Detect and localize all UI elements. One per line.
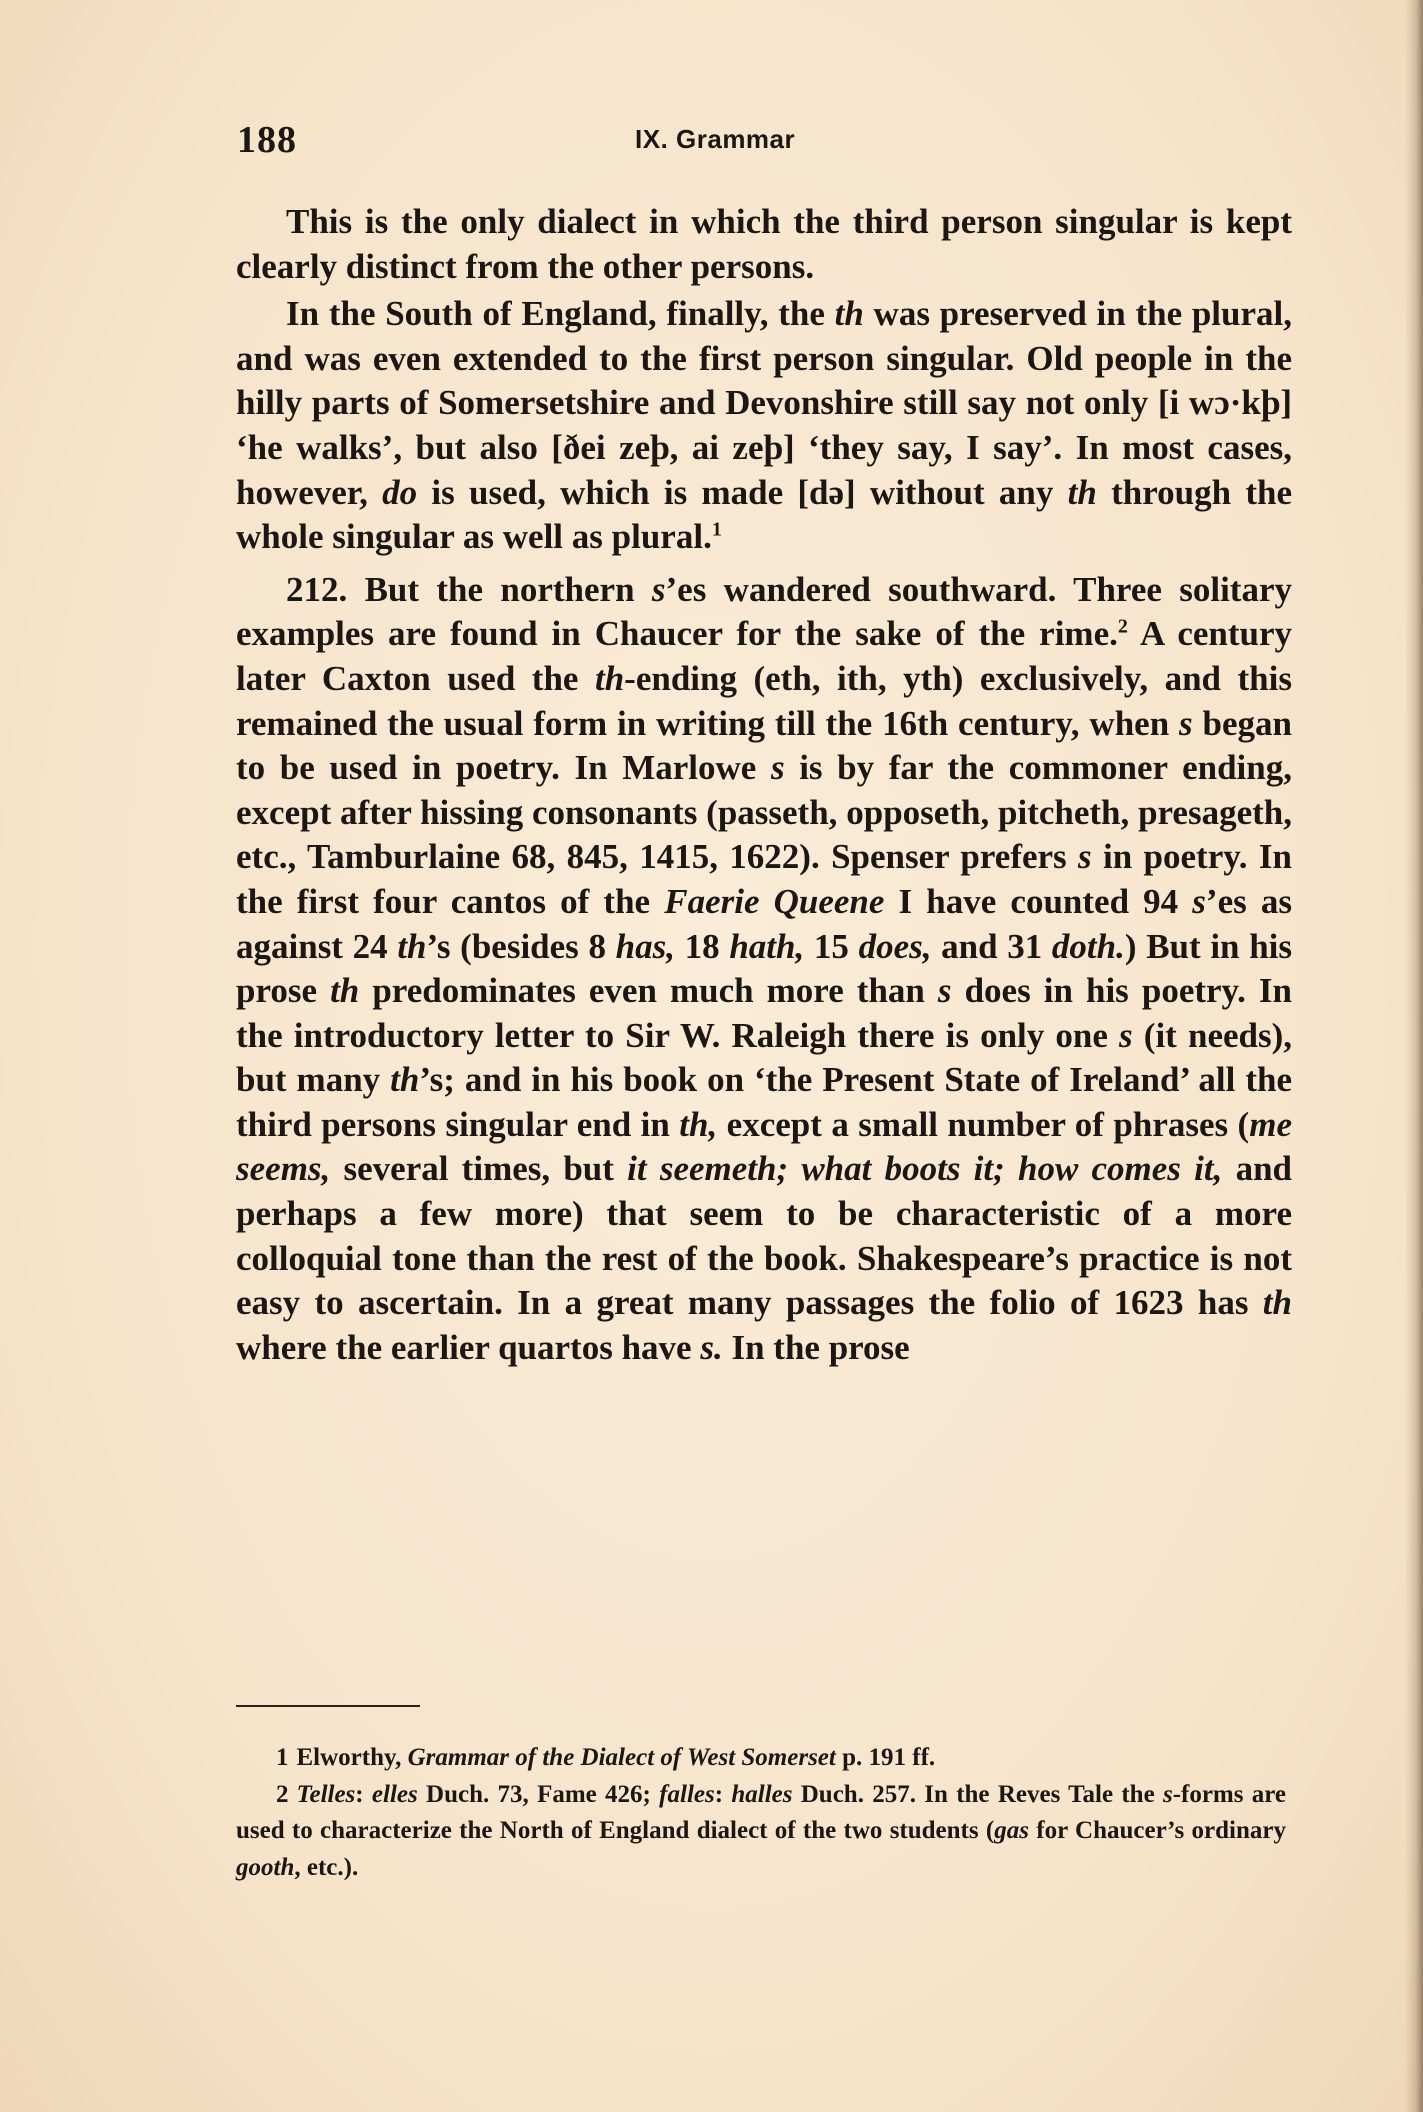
- body-text: [236, 200, 1292, 1373]
- footnote-ref-2: 2: [1117, 615, 1128, 638]
- footnote-2: 2 Telles: elles Duch. 73, Fame 426; falles: halles Duch. 257. In the Reves Tale the s-forms are used to characterize the North of England dialect of the two students (gas for Chaucer’s ordinary gooth, etc.).: [236, 1780, 1287, 1881]
- page-number: 188: [237, 119, 297, 161]
- running-head: IX. Grammar: [635, 124, 796, 154]
- page-edge-shadow: [1405, 0, 1423, 2112]
- footnotes: [236, 1740, 1286, 1886]
- footnote-ref-1: 1: [711, 518, 722, 541]
- footnote-marker: 2: [276, 1780, 289, 1808]
- footnote-1: 1 Elworthy, Grammar of the Dialect of West Somerset p. 191 ff.: [276, 1744, 936, 1771]
- footnote-marker: 1: [276, 1744, 289, 1771]
- footnote-divider: [236, 1705, 420, 1707]
- paragraph-south-england: In the South of England, finally, the th was preserved in the plural, and was even extended to the first person singular. Old people in the hilly parts of Somersetshire and Devonshire still say not only [i wɔ·kþ] ‘he walks’, but also [ðei zeþ, ai zeþ] ‘they say, I say’. In most cases, however, do is used, which is made [də] without any th through the whole singular as well as plural.$^1$: [236, 294, 1293, 557]
- page-header: [237, 118, 1292, 168]
- paragraph-section-212: 212. But the northern s’es wandered southward. Three solitary examples are found in Chaucer for the sake of the rime.$^2$ A century later Caxton used the th-ending (eth, ith, yth) exclusively, and this remained the usual form in writing till the 16th century, when s began to be used in poetry. In Marlowe s is by far the commoner ending, except after hissing consonants (passeth, opposeth, pitcheth, presageth, etc., Tamburlaine 68, 845, 1415, 1622). Spenser prefers s in poetry. In the first four cantos of the Faerie Queene I have counted 94 s’es as against 24 th’s (besides 8 has, 18 hath, 15 does, and 31 doth.) But in his prose th predominates even much more than s does in his poetry. In the introductory letter to Sir W. Raleigh there is only one s (it needs), but many th’s; and in his book on ‘the Present State of Ireland’ all the third persons singular end in th, except a small number of phrases (me seems, several times, but it seemeth; what boots it; how comes it, and perhaps a few more) that seem to be characteristic of a more colloquial tone than the rest of the book. Shakespeare’s practice is not easy to ascertain. In a great many passages the folio of 1623 has th where the earlier quartos have s. In the prose: [236, 569, 1293, 1367]
- paragraph-dialect: This is the only dialect in which the third person singular is kept clearly distinct from the other persons.: [236, 202, 1292, 286]
